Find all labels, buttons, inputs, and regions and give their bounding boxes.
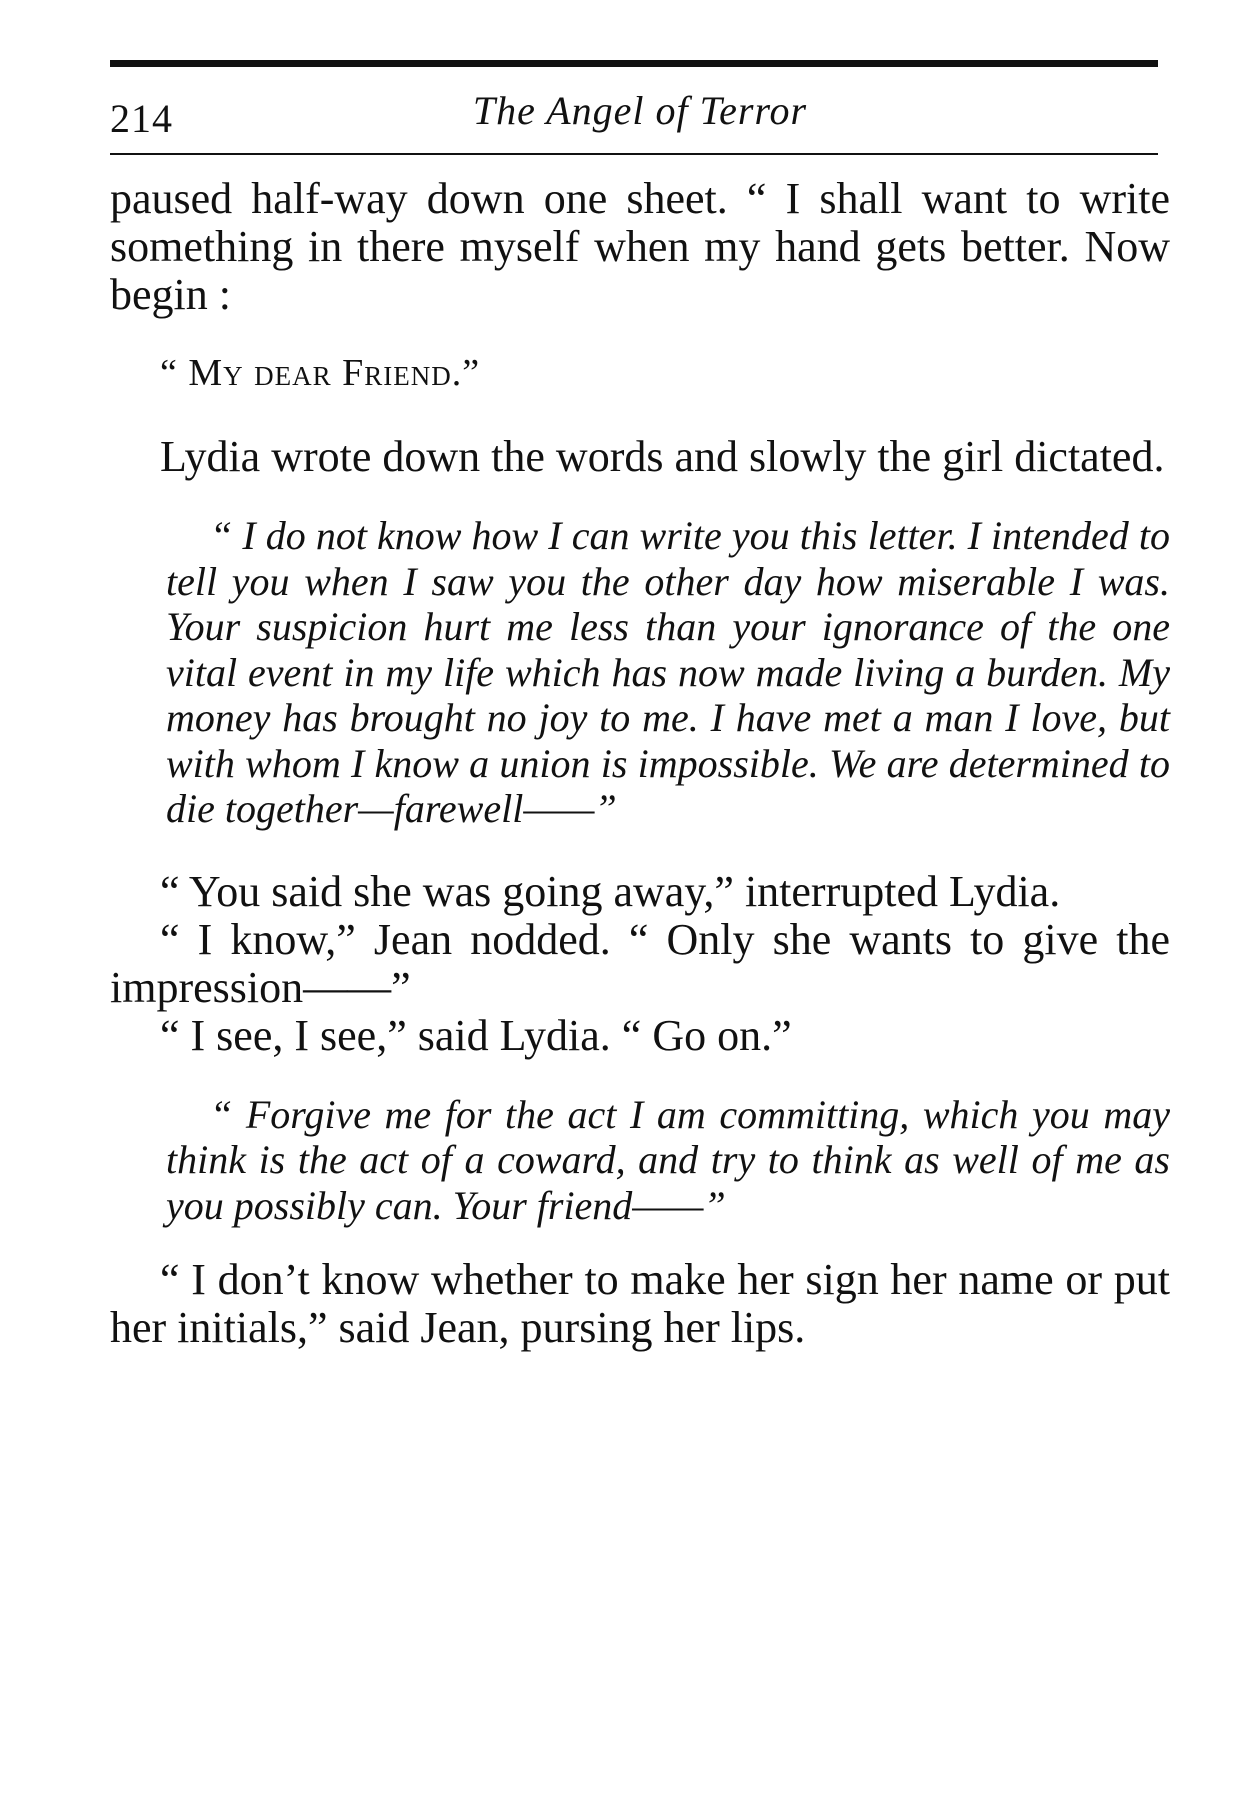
page-number: 214: [110, 96, 173, 141]
letter-block-1: [166, 513, 1170, 832]
salutation-text: My dear Friend.”: [188, 352, 481, 394]
salutation-open-quote: “: [160, 352, 189, 394]
paragraph-dictation: Lydia wrote down the words and slowly the girl dictated.: [160, 432, 1165, 481]
page-body: [110, 175, 1170, 1352]
letter-salutation: [160, 349, 1170, 397]
paragraph-go-on: “ I see, I see,” said Lydia. “ Go on.”: [160, 1010, 792, 1060]
letter-text-1: “ I do not know how I can write you this letter. I intended to tell you when I saw you the other day how miserable I was. Your suspicion hurt me less than your ignorance of the one vital event in my life which has now made living a burden. My money has brought no joy to me. I have met a man I love, but with whom I know a union is impossible. We are determined to die together—farewell——”: [166, 513, 1170, 831]
letter-text-2: “ Forgive me for the act I am committing, which you may think is the act of a coward, and try to think as well of me as you possibly can. Your friend——”: [166, 1091, 1170, 1228]
running-title: The Angel of Terror: [472, 88, 808, 133]
book-page: [110, 60, 1170, 1352]
letter-block-2: [166, 1092, 1170, 1229]
header-bottom-rule: [110, 153, 1158, 155]
paragraph-interrupted: “ You said she was going away,” interrupted Lydia.: [160, 866, 1061, 916]
header-top-rule: [110, 60, 1158, 67]
page-header: [110, 85, 1170, 149]
paragraph-continued: paused half-way down one sheet. “ I shall want to write something in there myself when my hand gets better. Now begin :: [110, 174, 1170, 319]
paragraph-jean-nodded: “ I know,” Jean nodded. “ Only she wants to give the impression——”: [110, 914, 1170, 1012]
paragraph-sign-initials: “ I don’t know whether to make her sign her name or put her initials,” said Jean, pursing her lips.: [110, 1255, 1170, 1352]
